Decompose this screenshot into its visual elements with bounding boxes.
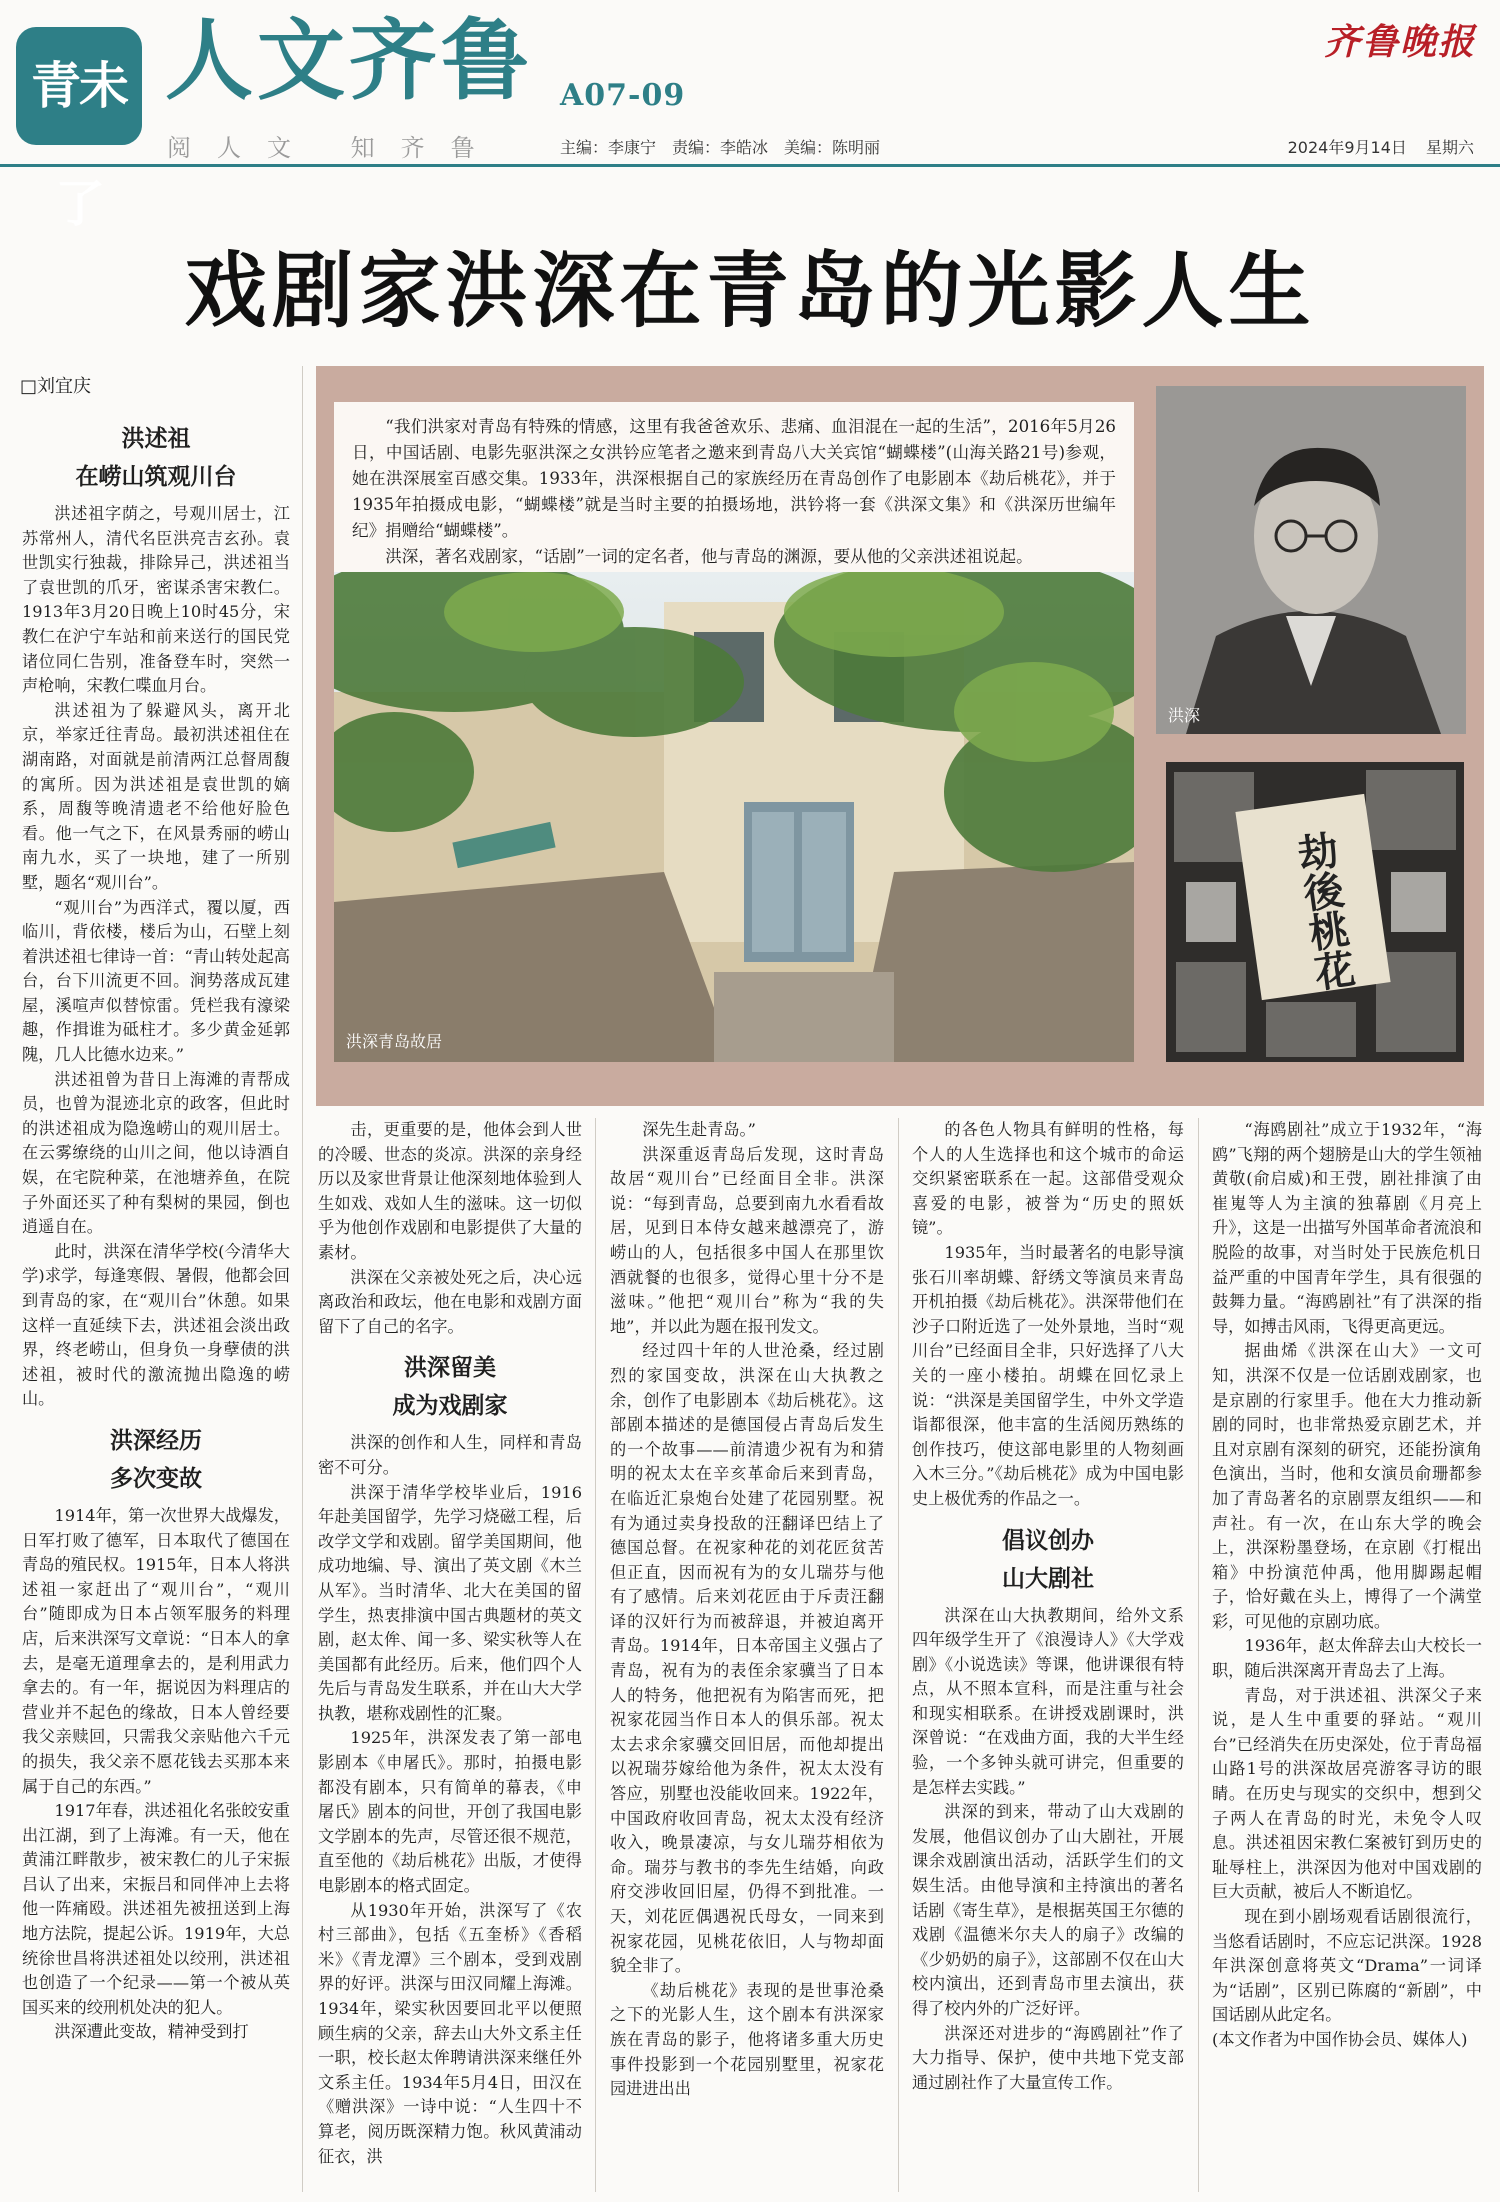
column-5 bbox=[1212, 1118, 1482, 2200]
newspaper-brand: 齐鲁晚报 bbox=[1323, 21, 1476, 63]
section-heading: 洪深经历 多次变故 bbox=[110, 1426, 202, 1492]
intro-paragraph: 洪深，著名戏剧家，“话剧”一词的定名者，他与青岛的渊源，要从他的父亲洪述祖说起。 bbox=[385, 547, 1033, 566]
editor-credits: 主编：李康宁 责编：李皓冰 美编：陈明丽 bbox=[560, 138, 881, 157]
column-1 bbox=[22, 410, 290, 2200]
paragraph: 青岛，对于洪述祖、洪深父子来说，是人生中重要的驿站。“观川台”已经消失在历史深处，位于青岛福山路1号的洪深故居亮游客寻访的眼睛。在历史与现实的交织中，想到父子两人在青岛的时光，未免令人叹息。洪述祖因宋教仁案被钉到历史的耻辱柱上，洪深因为他对中国戏剧的巨大贡献，被后人不断追忆。 bbox=[1212, 1685, 1482, 1902]
publish-date: 2024年9月14日 bbox=[1287, 138, 1407, 157]
section-heading: 洪深留美 成为戏剧家 bbox=[392, 1354, 508, 1420]
paragraph: 深先生赴青岛。” bbox=[642, 1120, 756, 1139]
hong-shen-portrait bbox=[1156, 386, 1466, 734]
paragraph: 洪深的创作和人生，同样和青岛密不可分。 bbox=[318, 1433, 582, 1477]
portrait-caption: 洪深 bbox=[1168, 706, 1201, 725]
paragraph: 洪深遭此变故，精神受到打 bbox=[54, 2022, 249, 2042]
page-number: A07-09 bbox=[560, 78, 686, 113]
paragraph: 据曲烯《洪深在山大》一文可知，洪深不仅是一位话剧戏剧家，也是京剧的行家里手。他在大力推动新剧的同时，也非常热爱京剧艺术，并且对京剧有深刻的研究，还能扮演角色演出，当时，他和女演员俞珊都参加了青岛著名的京剧票友组织——和声社。有一次，在山东大学的晚会上，洪深粉墨登场，在京剧《打棍出箱》中扮演范仲禹，他用脚踢起帽子，恰好戴在头上，博得了一个满堂彩，可见他的京剧功底。 bbox=[1212, 1341, 1482, 1631]
column-3 bbox=[610, 1118, 884, 2200]
paragraph: 洪深还对进步的“海鸥剧社”作了大力指导、保护，使中共地下党支部通过剧社作了大量宣传工作。 bbox=[912, 2023, 1184, 2092]
column-divider bbox=[1198, 1118, 1199, 2192]
film-poster-photo bbox=[1166, 762, 1464, 1062]
paragraph: 1914年，第一次世界大战爆发，日军打败了德军，日本取代了德国在青岛的殖民权。1915年，日本人将洪述祖一家赶出了“观川台”，“观川台”随即成为日本占领军服务的料理店，后来洪深写文章说：“日本人的拿去，是毫无道理拿去的，是利用武力拿去的。有一年，据说因为料理店的营业并不起色的缘故，日本人曾经要我父亲赎回，只需我父亲贴他六千元的损失，我父亲不愿花钱去买那本来属于自己的东西。” bbox=[22, 1505, 290, 1796]
paragraph: 的各色人物具有鲜明的性格，每个人的人生选择也和这个城市的命运交织紧密联系在一起。这部借受观众喜爱的电影，被誉为“历史的照妖镜”。 bbox=[912, 1120, 1184, 1238]
column-2 bbox=[318, 1118, 582, 2200]
section-heading: 倡议创办 山大剧社 bbox=[1002, 1526, 1094, 1592]
header-rule bbox=[0, 164, 1500, 167]
byline: □刘宜庆 bbox=[20, 376, 92, 397]
paragraph: “海鸥剧社”成立于1932年，“海鸥”飞翔的两个翅膀是山大的学生领袖黄敬(俞启威)和王弢，剧社排演了由崔嵬等人为主演的独幕剧《月亮上升》，这是一出描写外国革命者流浪和脱险的故事，对当时处于民族危机日益严重的中国青年学生，具有很强的鼓舞力量。“海鸥剧社”有了洪深的指导，如搏击风雨，飞得更高更远。 bbox=[1212, 1120, 1482, 1336]
paragraph: 洪深于清华学校毕业后，1916年赴美国留学，先学习烧磁工程，后改学文学和戏剧。留学美国期间，他成功地编、导、演出了英文剧《木兰从军》。当时清华、北大在美国的留学生，热衷排演中国古典题材的英文剧，赵太侔、闻一多、梁实秋等人在美国都有此经历。后来，他们四个人先后与青岛发生联系，并在山大大学执教，堪称戏剧性的汇聚。 bbox=[318, 1482, 582, 1723]
paragraph: 洪述祖字荫之，号观川居士，江苏常州人，清代名臣洪亮吉玄孙。袁世凯实行独裁，排除异己，洪述祖当了袁世凯的爪牙，密谋杀害宋教仁。1913年3月20日晚上10时45分，宋教仁在沪宁车站和前来送行的国民党诸位同仁告别，准备登车时，突然一声枪响，宋教仁喋血月台。 bbox=[22, 504, 290, 696]
paragraph: 经过四十年的人世沧桑，经过剧烈的家国变故，洪深在山大执教之余，创作了电影剧本《劫后桃花》。这部剧本描述的是德国侵占青岛后发生的一个故事——前清遗少祝有为和猜明的祝太太在辛亥革命后来到青岛，在临近汇泉炮台处建了花园别墅。祝有为通过卖身投敌的汪翻译巴结上了德国总督。在祝家种花的刘花匠贫苦但正直，因而祝有为的女儿瑞芬与他有了感情。后来刘花匠由于斥责汪翻译的汉奸行为而被辞退，并被迫离开青岛。1914年，日本帝国主义强占了青岛，祝有为的表侄余家骥当了日本人的特务，他把祝有为陷害而死，把祝家花园当作日本人的俱乐部。祝太太去求余家骥交回旧居，而他却提出以祝瑞芬嫁给他为条件，祝太太没有答应，别墅也没能收回来。1922年，中国政府收回青岛，祝太太没有经济收入，晚景凄凉，与女儿瑞芬相依为命。瑞芬与教书的李先生结婚，向政府交涉收回旧屋，仍得不到批准。一天，刘花匠偶遇祝氏母女，一同来到祝家花园，见桃花依旧，人与物却面貌全非了。 bbox=[610, 1341, 884, 1976]
column-divider bbox=[595, 1118, 596, 2192]
article-headline: 戏剧家洪深在青岛的光影人生 bbox=[184, 243, 1316, 339]
column-4 bbox=[912, 1118, 1184, 2200]
paragraph: “观川台”为西洋式，覆以厦，西临川，背依楼，楼后为山，石壁上刻着洪述祖七律诗一首：“青山转处起高台，台下川流更不回。涧势落成瓦建屋，溪喧声似替惊雷。凭栏我有濠梁趣，作揖谁为砥柱才。多少黄金延郭隗，几人比德水边来。” bbox=[22, 897, 290, 1065]
paragraph: 1925年，洪深发表了第一部电影剧本《申屠氏》。那时，拍摄电影都没有剧本，只有简单的幕表，《申屠氏》剧本的问世，开创了我国电影文学剧本的先声，尽管还很不规范，直至他的《劫后桃花》出版，才使得电影剧本的格式固定。 bbox=[318, 1728, 582, 1896]
author-note: (本文作者为中国作协会员、媒体人) bbox=[1212, 2029, 1468, 2049]
column-divider bbox=[302, 366, 303, 2192]
paragraph: 此时，洪深在清华学校(今清华大学)求学，每逢寒假、暑假，他都会回到青岛的家，在“观川台”休憩。如果这样一直延续下去，洪述祖会淡出政界，终老崂山，但身负一身孽债的洪述祖，被时代的激流抛出隐逸的崂山。 bbox=[22, 1241, 290, 1409]
paragraph: 1936年，赵太侔辞去山大校长一职，随后洪深离开青岛去了上海。 bbox=[1212, 1636, 1482, 1681]
intro-paragraph: “我们洪家对青岛有特殊的情感，这里有我爸爸欢乐、悲痛、血泪混在一起的生活”，2016年5月26日，中国话剧、电影先驱洪深之女洪钤应笔者之邀来到青岛八大关宾馆“蝴蝶楼”(山海关路21号)参观，她在洪深展室百感交集。1933年，洪深根据自己的家族经历在青岛创作了电影剧本《劫后桃花》，并于1935年拍摄成电影，“蝴蝶楼”就是当时主要的拍摄场地，洪钤将一套《洪深文集》和《洪深历世编年纪》捐赠给“蝴蝶楼”。 bbox=[352, 417, 1116, 540]
photo-caption: 洪深青岛故居 bbox=[346, 1032, 443, 1051]
section-title: 人文齐鲁 bbox=[165, 8, 534, 112]
dateline bbox=[1288, 135, 1474, 158]
paragraph: 1917年春，洪述祖化名张皎安重出江湖，到了上海滩。有一天，他在黄浦江畔散步，被宋教仁的儿子宋振吕认了出来，宋振吕和同伴冲上去将他一阵痛殴。洪述祖先被扭送到上海地方法院，提起公诉。1919年，大总统徐世昌将洪述祖处以绞刑，洪述祖也创造了一个纪录——第一个被从英国买来的绞刑机处决的犯人。 bbox=[22, 1801, 290, 2017]
intro-box bbox=[334, 402, 1134, 572]
paragraph: 现在到小剧场观看话剧很流行，当悠看话剧时，不应忘记洪深。1928年洪深创意将英文“Drama”一词译为“话剧”，区别已陈腐的“新剧”，中国话剧从此定名。 bbox=[1212, 1907, 1482, 2025]
column-divider bbox=[898, 1118, 899, 2192]
section-heading: 洪述祖 在崂山筑观川台 bbox=[75, 425, 237, 490]
paragraph: 洪述祖曾为昔日上海滩的青帮成员，也曾为混迹北京的政客，但此时的洪述祖成为隐逸崂山的观川居士。在云雾缭绕的山川之间，他以诗酒自娱，在宅院种菜，在池塘养鱼，在院子外面还买了种有梨树的果园，倒也逍遥自在。 bbox=[22, 1069, 290, 1237]
paragraph: 洪述祖为了躲避风头，离开北京，举家迁往青岛。最初洪述祖住在湖南路，对面就是前清两江总督周馥的寓所。因为洪述祖是袁世凯的嫡系，周馥等晚清遗老不给他好脸色看。他一气之下，在风景秀丽的崂山南九水，买了一块地，建了一所别墅，题名“观川台”。 bbox=[22, 700, 290, 892]
paragraph: 洪深的到来，带动了山大戏剧的发展，他倡议创办了山大剧社，开展课余戏剧演出活动，活跃学生们的文娱生活。由他导演和主持演出的著名话剧《寄生草》，是根据英国王尔德的戏剧《温德米尔夫人的扇子》改编的《少奶奶的扇子》，这部剧不仅在山大校内演出，还到青岛市里去演出，获得了校内外的广泛好评。 bbox=[912, 1802, 1184, 2018]
section-slogan: 阅人文 知齐鲁 bbox=[167, 134, 501, 162]
section-logo: 青未了 bbox=[16, 27, 142, 145]
paragraph: 击，更重要的是，他体会到人世的冷暖、世态的炎凉。洪深的亲身经历以及家世背景让他深刻地体验到人生如戏、戏如人生的滋味。这一切似乎为他创作戏剧和电影提供了大量的素材。 bbox=[318, 1120, 582, 1262]
paragraph: 洪深重返青岛后发现，这时青岛故居“观川台”已经面目全非。洪深说：“每到青岛，总要到南九水看看故居，见到日本侍女越来越漂亮了，游崂山的人，包括很多中国人在那里饮酒就餐的也很多，觉得心里十分不是滋味。”他把“观川台”称为“我的失地”，并以此为题在报刊发文。 bbox=[610, 1144, 884, 1336]
paragraph: 1935年，当时最著名的电影导演张石川率胡蝶、舒绣文等演员来青岛开机拍摄《劫后桃花》。洪深带他们在沙子口附近选了一处外景地，当时“观川台”已经面目全非，只好选择了八大关的一座小楼拍。胡蝶在回忆录上说：“洪深是美国留学生，中外文学造诣都很深，他丰富的生活阅历熟练的创作技巧，使这部电影里的人物刻画入木三分。”《劫后桃花》成为中国电影史上极优秀的作品之一。 bbox=[912, 1242, 1184, 1508]
paragraph: 洪深在父亲被处死之后，决心远离政治和政坛，他在电影和戏剧方面留下了自己的名字。 bbox=[318, 1267, 582, 1336]
weekday: 星期六 bbox=[1425, 138, 1474, 157]
paragraph: 《劫后桃花》表现的是世事沧桑之下的光影人生，这个剧本有洪深家族在青岛的影子，他将诸多重大历史事件投影到一个花园别墅里，祝家花园进进出出 bbox=[610, 1980, 884, 2099]
poster-title: 劫後桃花 bbox=[1289, 828, 1358, 994]
former-residence-photo bbox=[334, 572, 1134, 1062]
paragraph: 洪深在山大执教期间，给外文系四年级学生开了《浪漫诗人》《大学戏剧》《小说选读》等课，他讲课很有特点，从不照本宣科，而是注重与社会和现实相联系。在讲授戏剧课时，洪深曾说：“在戏曲方面，我的大半生经验，一个多钟头就可讲完，但重要的是怎样去实践。” bbox=[912, 1605, 1184, 1797]
paragraph: 从1930年开始，洪深写了《农村三部曲》，包括《五奎桥》《香稻米》《青龙潭》三个剧本，受到戏剧界的好评。洪深与田汉同耀上海滩。1934年，梁实秋因要回北平以便照顾生病的父亲，辞去山大外文系主任一职，校长赵太侔聘请洪深来继任外文系主任。1934年5月4日，田汉在《赠洪深》一诗中说：“人生四十不算老，阅历既深精力饱。秋风黄浦动征衣，洪 bbox=[318, 1900, 582, 2166]
